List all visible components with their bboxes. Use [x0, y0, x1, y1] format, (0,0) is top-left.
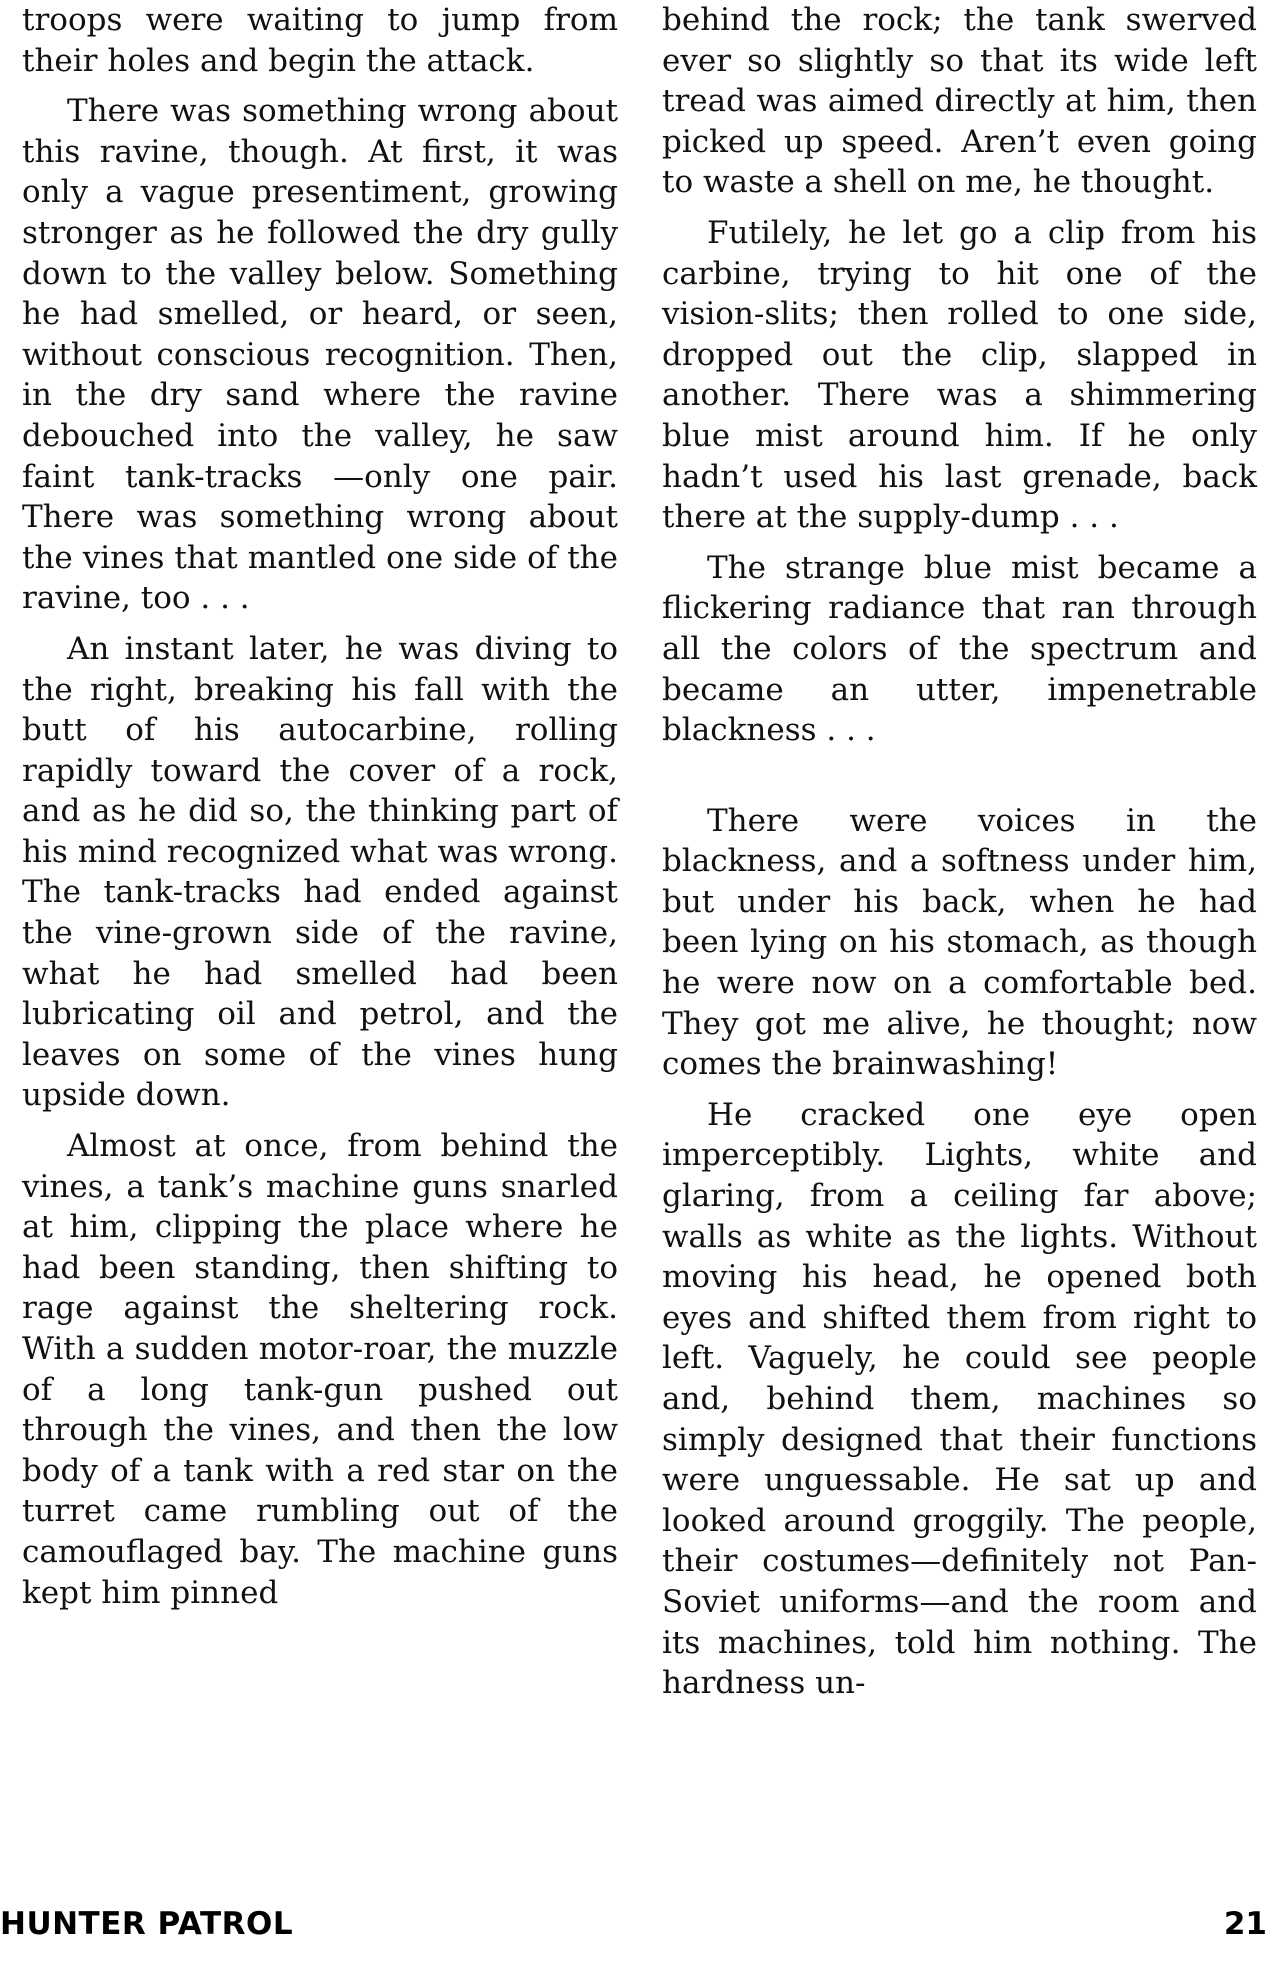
paragraph: Almost at once, from behind the vines, a tank’s machine guns snarled at him, clipping the place where he had been standing, then shifting to rage against the sheltering rock. With a sudden motor-roar, the muzzle of a long tank-gun pushed out through the vines, and then the low body of a tank with a red star on the turret came rumbling out of the camouflaged bay. The machine guns kept him pinned: [22, 1128, 618, 1611]
paragraph: The strange blue mist became a flickering radiance that ran through all the colors of the spectrum and became an utter, impenetrable blackness . . .: [662, 549, 1257, 749]
right-column: [662, 0, 1257, 1714]
paragraph: There was something wrong about this ravine, though. At first, it was only a vague presentiment, growing stronger as he followed the dry gully down to the valley below. Something he had smelled, or heard, or seen, without conscious recognition. Then, in the dry sand where the ravine debouched into the valley, he saw faint tank-tracks —only one pair. There was something wrong about the vines that mantled one side of the ravine, too . . .: [22, 93, 618, 617]
paragraph: troops were waiting to jump from their holes and begin the attack.: [22, 2, 618, 79]
running-head: HUNTER PATROL: [0, 1906, 294, 1942]
left-column: [22, 0, 618, 1623]
page-footer: [0, 1900, 1277, 1952]
paragraph: Futilely, he let go a clip from his carbine, trying to hit one of the vision-slits; then rolled to one side, dropped out the clip, slapped in another. There was a shimmering blue mist around him. If he only hadn’t used his last grenade, back there at the supply-dump . . .: [662, 214, 1257, 536]
paragraph: He cracked one eye open imperceptibly. Lights, white and glaring, from a ceiling far above; walls as white as the lights. Without moving his head, he opened both eyes and shifted them from right to left. Vaguely, he could see people and, behind them, machines so simply designed that their functions were unguessable. He sat up and looked around groggily. The people, their costumes—definitely not Pan-Soviet uniforms—and the room and its machines, told him nothing. The hardness un-: [662, 1096, 1257, 1702]
section-break: [662, 761, 1257, 801]
page-number: 21: [1223, 1906, 1267, 1942]
paragraph: An instant later, he was diving to the right, breaking his fall with the butt of his autocarbine, rolling rapidly toward the cover of a rock, and as he did so, the thinking part of his mind recognized what was wrong. The tank-tracks had ended against the vine-grown side of the ravine, what he had smelled had been lubricating oil and petrol, and the leaves on some of the vines hung upside down.: [22, 630, 618, 1114]
paragraph: There were voices in the blackness, and a softness under him, but under his back, when he had been lying on his stomach, as though he were now on a comfortable bed. They got me alive, he thought; now comes the brainwashing!: [662, 802, 1257, 1083]
paragraph: behind the rock; the tank swerved ever so slightly so that its wide left tread was aimed directly at him, then picked up speed. Aren’t even going to waste a shell on me, he thought.: [662, 2, 1257, 201]
